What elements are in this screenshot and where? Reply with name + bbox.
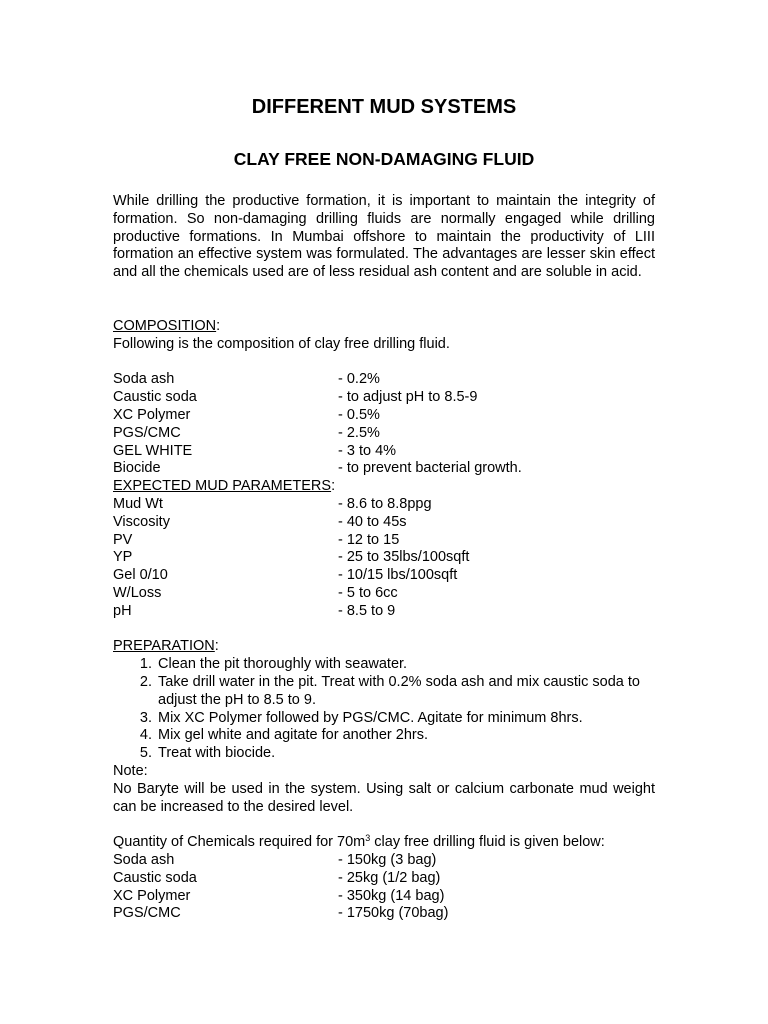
quantity-lead: Quantity of Chemicals required for $70m^3$ clay free drilling fluid is given below: [113,833,605,851]
composition-row: GEL WHITE - 3 to 4% [113,442,397,459]
parameter-row: PV - 12 to 15 [113,531,400,548]
preparation-heading-line: PREPARATION: [113,638,219,655]
quantity-row: Caustic soda - 25kg (1/2 bag) [113,869,441,886]
composition-row: Soda ash - 0.2% [113,371,380,388]
note-text: No Baryte will be used in the system. Using salt or calcium carbonate mud weight can be increased to the desired level. [113,780,655,815]
parameter-row: W/Loss - 5 to 6cc [113,584,398,601]
document-title: DIFFERENT MUD SYSTEMS [251,96,517,118]
composition-heading-line: COMPOSITION: [113,318,221,334]
preparation-step: 4. Mix gel white and agitate for another 2hrs. [139,727,429,744]
intro-block [113,193,655,282]
composition-lead: Following is the composition of clay free drilling fluid. [113,335,450,352]
preparation-step: 5. Treat with biocide. [139,745,276,762]
parameter-row: Gel 0/10 - 10/15 lbs/100sqft [113,567,458,584]
preparation-step: 3. Mix XC Polymer followed by PGS/CMC. Agitate for minimum 8hrs. [139,709,583,726]
preparation-steps [113,656,655,763]
parameters-heading: EXPECTED MUD PARAMETERS [113,478,332,495]
preparation-step: 2. Take drill water in the pit. Treat with 0.2% soda ash and mix caustic soda to adjust the pH to 8.5 to 9. [139,673,640,708]
quantity-row: XC Polymer - 350kg (14 bag) [113,887,445,904]
composition-row: Biocide - to prevent bacterial growth. [113,460,522,477]
composition-row: PGS/CMC - 2.5% [113,424,380,441]
parameter-row: Mud Wt - 8.6 to 8.8ppg [113,495,432,512]
quantity-row: Soda ash - 150kg (3 bag) [113,851,437,868]
parameter-row: YP - 25 to 35lbs/100sqft [113,549,470,566]
parameter-row: pH - 8.5 to 9 [113,602,396,619]
intro-paragraph: While drilling the productive formation, it is important to maintain the integrity of formation. So non-damaging drilling fluids are normally engaged while drilling productive formations. In Mumbai offshore to maintain the productivity of LIII formation an effective system was formulated. The advantages are lesser skin effect and all the chemicals used are of less residual ash content and are soluble in acid. [113,193,655,281]
section-title: CLAY FREE NON-DAMAGING FLUID [233,149,535,169]
quantity-row: PGS/CMC - 1750kg (70bag) [113,905,449,922]
composition-row: Caustic soda - to adjust pH to 8.5-9 [113,389,478,406]
parameter-row: Viscosity - 40 to 45s [113,513,407,530]
composition-section [113,318,655,923]
preparation-heading: PREPARATION [113,638,215,655]
parameters-heading-line: EXPECTED MUD PARAMETERS: [113,478,336,495]
composition-heading: COMPOSITION [113,318,217,334]
note-label: Note: [113,762,148,779]
composition-row: XC Polymer - 0.5% [113,406,380,423]
preparation-step: 1. Clean the pit thoroughly with seawater. [139,656,408,673]
